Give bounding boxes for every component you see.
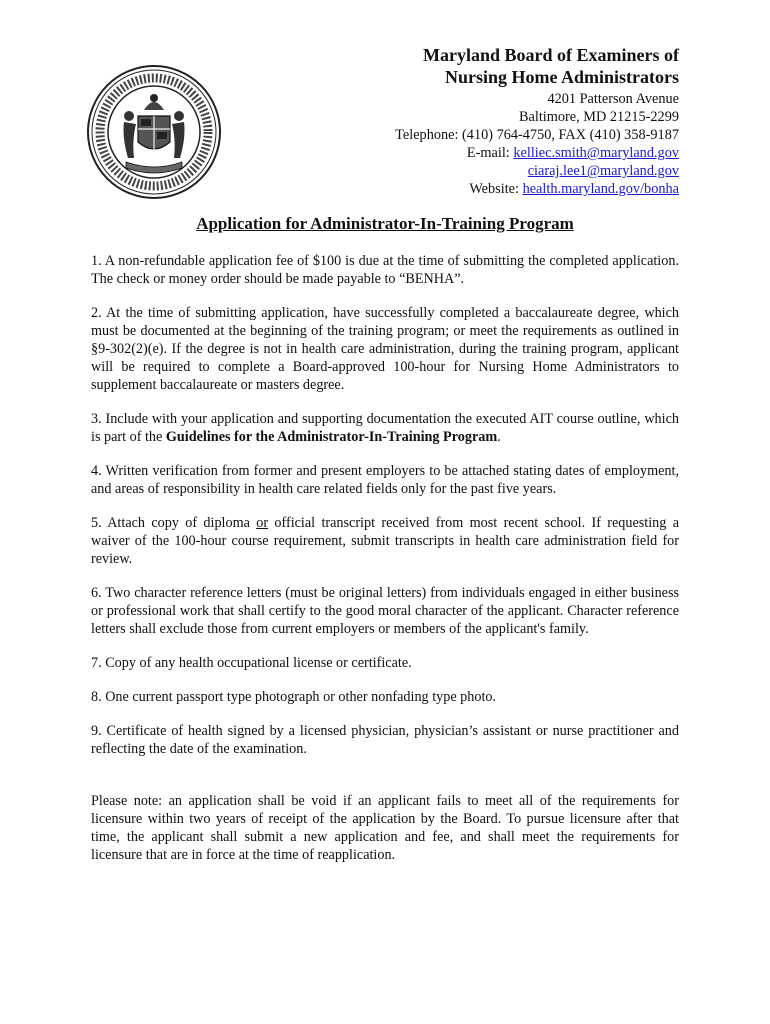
item-3-text: 3. Include with your application and supporting documentation the executed AIT course outline, which is part of the: [91, 411, 679, 445]
email-line2: [395, 162, 679, 180]
requirement-item-2: 2. At the time of submitting application, have successfully completed a baccalaureate degree, which must be documented at the beginning of the training program; or meet the requirements as outlined in §9-302(2)(e). If the degree is not in health care administration, during the training program, applicant will be required to complete a Board-approved 100-hour for Nursing Home Administrators to supplement baccalaureate or masters degree.: [91, 305, 679, 393]
website-line: [395, 180, 679, 198]
requirement-item-1: 1. A non-refundable application fee of $100 is due at the time of submitting the completed application. The check or money order should be made payable to “BENHA”.: [91, 253, 679, 287]
email-line1: [395, 144, 679, 162]
requirement-item-4: 4. Written verification from former and present employers to be attached stating dates of employment, and areas of responsibility in health care related fields only for the past five years.: [91, 463, 679, 497]
board-name-line1: Maryland Board of Examiners of: [423, 45, 679, 65]
email-link-2[interactable]: ciaraj.lee1@maryland.gov: [527, 163, 679, 179]
website-link[interactable]: health.maryland.gov/bonha: [522, 181, 679, 197]
board-contact-header: [395, 44, 679, 198]
requirement-item-3: [91, 410, 679, 446]
item-3-end: .: [497, 429, 501, 445]
website-label: Website:: [469, 181, 523, 197]
requirement-item-8: 8. One current passport type photograph or other nonfading type photo.: [91, 689, 497, 705]
item-5-or: or: [256, 515, 269, 531]
board-name-line2: Nursing Home Administrators: [445, 67, 679, 87]
maryland-state-seal-icon: [86, 64, 222, 200]
requirements-list: [91, 252, 679, 880]
city-state-zip: Baltimore, MD 21215-2299: [518, 109, 679, 125]
guidelines-reference: Guidelines for the Administrator-In-Training Program: [165, 429, 498, 445]
requirement-item-9: 9. Certificate of health signed by a licensed physician, physician’s assistant or nurse practitioner and reflecting the date of the examination.: [91, 723, 679, 757]
street-address: 4201 Patterson Avenue: [547, 91, 679, 107]
requirement-item-5: [91, 514, 679, 568]
item-5-rest: official transcript received from most recent school. If requesting a waiver of the 100-hour course requirement, submit transcripts in health care administration field for review.: [91, 515, 679, 567]
document-title: Application for Administrator-In-Training Program: [196, 214, 574, 233]
phone-fax: Telephone: (410) 764-4750, FAX (410) 358-9187: [395, 127, 679, 143]
email-label: E-mail:: [466, 145, 514, 161]
item-5-text: 5. Attach copy of diploma: [91, 515, 257, 531]
please-note-paragraph: Please note: an application shall be void if an applicant fails to meet all of the requirements for licensure within two years of receipt of the application by the Board. To pursue licensure after that time, the applicant shall submit a new application and fee, and shall meet the requirements for licensure that are in force at the time of reapplication.: [91, 793, 679, 863]
requirement-item-6: 6. Two character reference letters (must be original letters) from individuals engaged in either business or professional work that shall certify to the good moral character of the applicant. Character reference letters shall exclude those from current employers or members of the applicant's family.: [91, 585, 679, 637]
requirement-item-7: 7. Copy of any health occupational license or certificate.: [91, 655, 412, 671]
email-link-1[interactable]: kelliec.smith@maryland.gov: [513, 145, 679, 161]
